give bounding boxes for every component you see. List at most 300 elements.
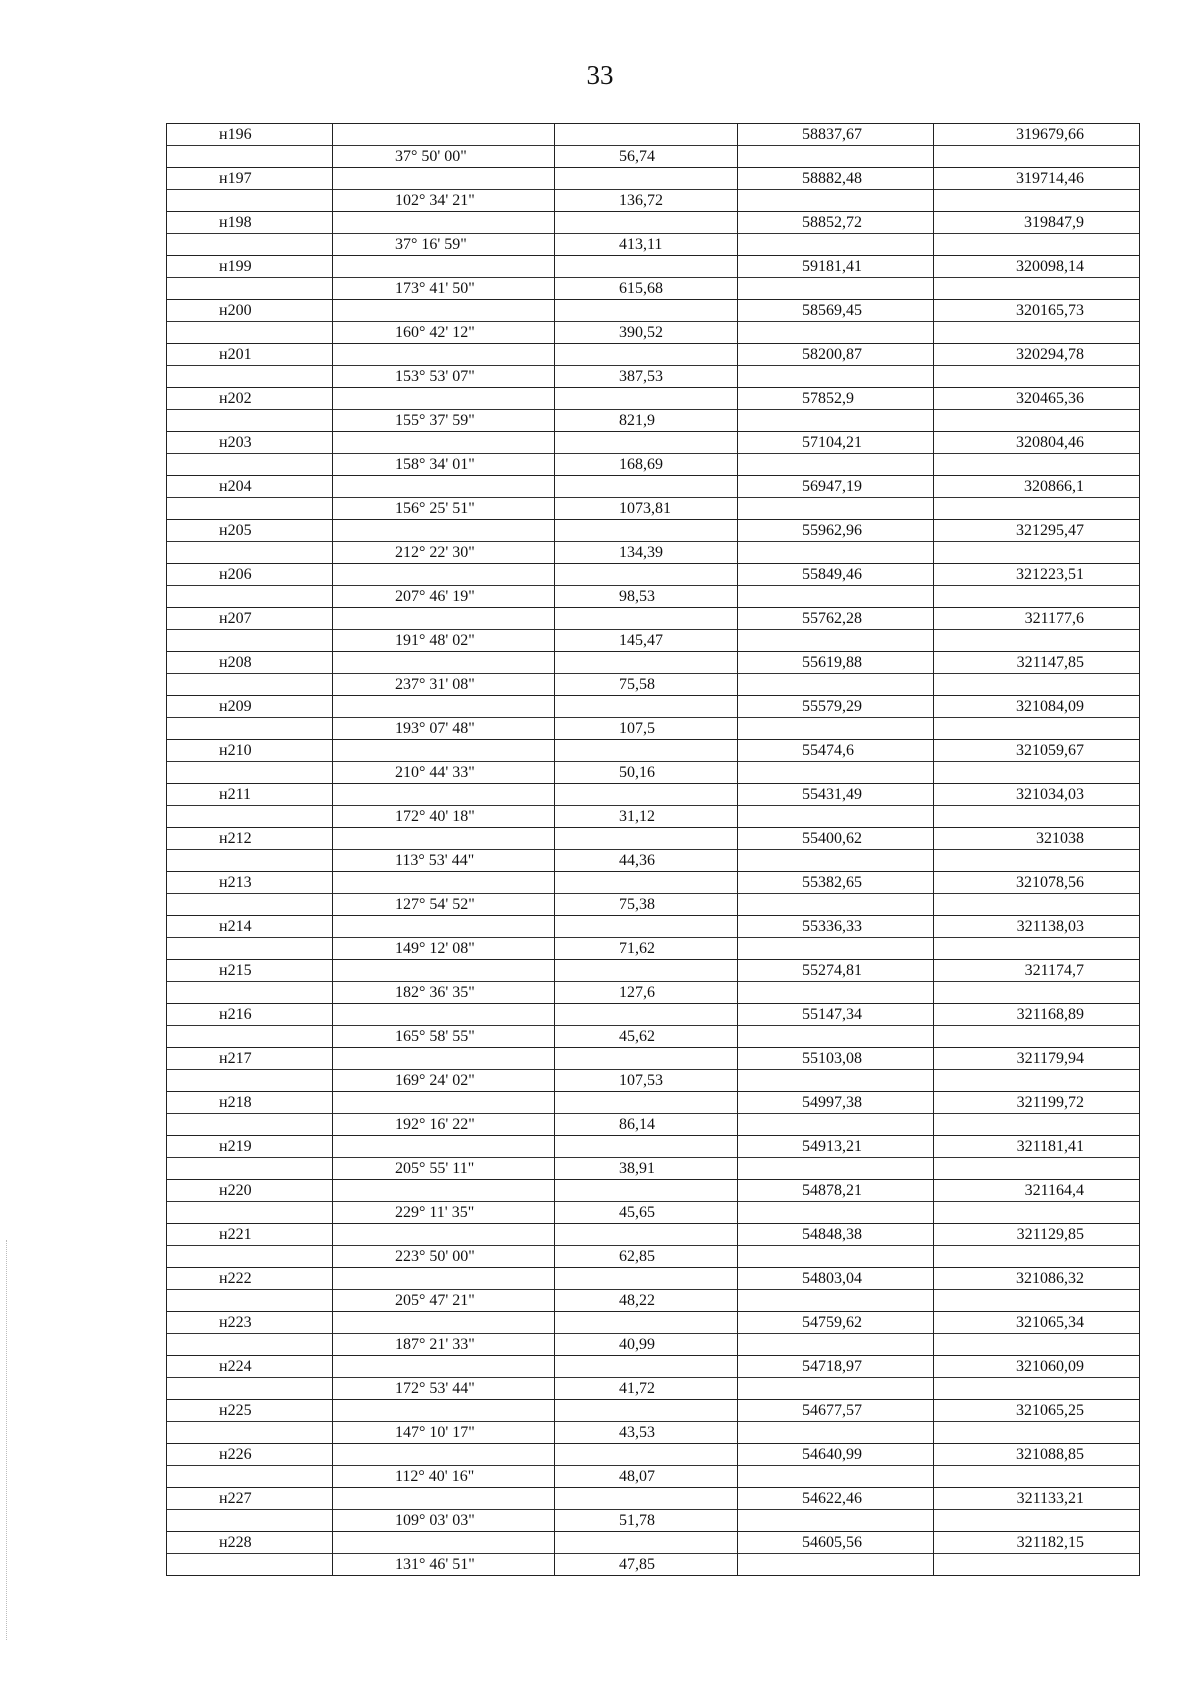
point-name-cell: н207 [167,608,333,630]
empty-cell [738,190,934,212]
empty-cell [333,916,555,938]
empty-cell [167,1334,333,1356]
x-coordinate-cell: 55762,28 [738,608,934,630]
segment-row [167,1422,1140,1444]
x-coordinate-cell: 55474,6 [738,740,934,762]
empty-cell [167,1114,333,1136]
distance-cell: 51,78 [555,1510,738,1532]
empty-cell [738,1290,934,1312]
empty-cell [555,432,738,454]
empty-cell [555,1312,738,1334]
empty-cell [738,1554,934,1576]
segment-row [167,190,1140,212]
x-coordinate-cell: 55431,49 [738,784,934,806]
point-row [167,1048,1140,1070]
segment-row [167,1466,1140,1488]
y-coordinate-cell: 321086,32 [934,1268,1140,1290]
x-coordinate-cell: 58852,72 [738,212,934,234]
segment-row [167,1026,1140,1048]
x-coordinate-cell: 54913,21 [738,1136,934,1158]
point-name-cell: н202 [167,388,333,410]
coordinates-table [166,123,1140,1576]
point-row [167,784,1140,806]
empty-cell [333,1268,555,1290]
empty-cell [738,938,934,960]
x-coordinate-cell: 54759,62 [738,1312,934,1334]
distance-cell: 43,53 [555,1422,738,1444]
empty-cell [333,1092,555,1114]
distance-cell: 107,53 [555,1070,738,1092]
point-row [167,652,1140,674]
empty-cell [738,762,934,784]
point-name-cell: н222 [167,1268,333,1290]
empty-cell [738,1510,934,1532]
x-coordinate-cell: 55400,62 [738,828,934,850]
empty-cell [934,234,1140,256]
empty-cell [934,190,1140,212]
empty-cell [167,1466,333,1488]
empty-cell [333,652,555,674]
y-coordinate-cell: 321078,56 [934,872,1140,894]
segment-row [167,1246,1140,1268]
bearing-angle-cell: 169° 24' 02" [333,1070,555,1092]
segment-row [167,762,1140,784]
point-row [167,740,1140,762]
point-row [167,1092,1140,1114]
x-coordinate-cell: 54803,04 [738,1268,934,1290]
bearing-angle-cell: 147° 10' 17" [333,1422,555,1444]
x-coordinate-cell: 55274,81 [738,960,934,982]
empty-cell [555,872,738,894]
empty-cell [333,740,555,762]
empty-cell [333,564,555,586]
point-row [167,256,1140,278]
empty-cell [333,520,555,542]
distance-cell: 45,65 [555,1202,738,1224]
bearing-angle-cell: 229° 11' 35" [333,1202,555,1224]
y-coordinate-cell: 320465,36 [934,388,1140,410]
empty-cell [738,1378,934,1400]
bearing-angle-cell: 153° 53' 07" [333,366,555,388]
bearing-angle-cell: 156° 25' 51" [333,498,555,520]
empty-cell [738,1466,934,1488]
empty-cell [738,234,934,256]
point-row [167,124,1140,146]
empty-cell [934,498,1140,520]
segment-row [167,1070,1140,1092]
y-coordinate-cell: 320098,14 [934,256,1140,278]
bearing-angle-cell: 237° 31' 08" [333,674,555,696]
bearing-angle-cell: 207° 46' 19" [333,586,555,608]
distance-cell: 75,38 [555,894,738,916]
y-coordinate-cell: 319714,46 [934,168,1140,190]
empty-cell [167,1026,333,1048]
empty-cell [934,322,1140,344]
empty-cell [167,1554,333,1576]
point-row [167,212,1140,234]
empty-cell [333,1180,555,1202]
x-coordinate-cell: 58200,87 [738,344,934,366]
x-coordinate-cell: 59181,41 [738,256,934,278]
empty-cell [167,630,333,652]
empty-cell [333,1356,555,1378]
y-coordinate-cell: 320165,73 [934,300,1140,322]
empty-cell [934,1510,1140,1532]
point-row [167,1224,1140,1246]
empty-cell [167,850,333,872]
bearing-angle-cell: 205° 55' 11" [333,1158,555,1180]
segment-row [167,454,1140,476]
bearing-angle-cell: 37° 50' 00" [333,146,555,168]
empty-cell [333,300,555,322]
empty-cell [934,674,1140,696]
y-coordinate-cell: 321181,41 [934,1136,1140,1158]
point-name-cell: н209 [167,696,333,718]
point-row [167,1400,1140,1422]
empty-cell [738,278,934,300]
point-name-cell: н211 [167,784,333,806]
x-coordinate-cell: 54848,38 [738,1224,934,1246]
empty-cell [555,168,738,190]
y-coordinate-cell: 321182,15 [934,1532,1140,1554]
empty-cell [934,454,1140,476]
empty-cell [738,366,934,388]
point-name-cell: н221 [167,1224,333,1246]
empty-cell [738,1422,934,1444]
y-coordinate-cell: 321174,7 [934,960,1140,982]
y-coordinate-cell: 321084,09 [934,696,1140,718]
y-coordinate-cell: 321295,47 [934,520,1140,542]
point-name-cell: н228 [167,1532,333,1554]
point-name-cell: н208 [167,652,333,674]
point-name-cell: н197 [167,168,333,190]
empty-cell [167,366,333,388]
point-row [167,300,1140,322]
empty-cell [555,828,738,850]
empty-cell [934,1246,1140,1268]
empty-cell [333,1004,555,1026]
empty-cell [934,1378,1140,1400]
segment-row [167,674,1140,696]
empty-cell [333,872,555,894]
x-coordinate-cell: 58837,67 [738,124,934,146]
y-coordinate-cell: 319679,66 [934,124,1140,146]
bearing-angle-cell: 165° 58' 55" [333,1026,555,1048]
empty-cell [333,1444,555,1466]
x-coordinate-cell: 55336,33 [738,916,934,938]
empty-cell [333,1532,555,1554]
empty-cell [934,850,1140,872]
distance-cell: 41,72 [555,1378,738,1400]
empty-cell [934,146,1140,168]
point-row [167,696,1140,718]
empty-cell [738,1070,934,1092]
empty-cell [167,278,333,300]
bearing-angle-cell: 205° 47' 21" [333,1290,555,1312]
empty-cell [167,1246,333,1268]
empty-cell [934,1334,1140,1356]
distance-cell: 107,5 [555,718,738,740]
bearing-angle-cell: 212° 22' 30" [333,542,555,564]
point-name-cell: н216 [167,1004,333,1026]
empty-cell [333,168,555,190]
y-coordinate-cell: 321129,85 [934,1224,1140,1246]
empty-cell [934,1466,1140,1488]
empty-cell [934,1114,1140,1136]
empty-cell [167,1158,333,1180]
distance-cell: 1073,81 [555,498,738,520]
y-coordinate-cell: 321147,85 [934,652,1140,674]
point-name-cell: н226 [167,1444,333,1466]
x-coordinate-cell: 55849,46 [738,564,934,586]
segment-row [167,278,1140,300]
distance-cell: 168,69 [555,454,738,476]
point-row [167,564,1140,586]
distance-cell: 48,07 [555,1466,738,1488]
distance-cell: 615,68 [555,278,738,300]
point-name-cell: н196 [167,124,333,146]
point-row [167,344,1140,366]
point-row [167,872,1140,894]
point-name-cell: н215 [167,960,333,982]
y-coordinate-cell: 321060,09 [934,1356,1140,1378]
point-row [167,1136,1140,1158]
empty-cell [555,784,738,806]
empty-cell [738,1202,934,1224]
distance-cell: 387,53 [555,366,738,388]
segment-row [167,146,1140,168]
x-coordinate-cell: 58569,45 [738,300,934,322]
empty-cell [555,476,738,498]
segment-row [167,498,1140,520]
point-row [167,520,1140,542]
empty-cell [333,828,555,850]
bearing-angle-cell: 131° 46' 51" [333,1554,555,1576]
point-row [167,960,1140,982]
x-coordinate-cell: 58882,48 [738,168,934,190]
bearing-angle-cell: 172° 40' 18" [333,806,555,828]
empty-cell [934,1202,1140,1224]
empty-cell [738,630,934,652]
bearing-angle-cell: 158° 34' 01" [333,454,555,476]
empty-cell [738,454,934,476]
distance-cell: 56,74 [555,146,738,168]
empty-cell [555,300,738,322]
empty-cell [738,146,934,168]
segment-row [167,718,1140,740]
x-coordinate-cell: 54878,21 [738,1180,934,1202]
empty-cell [167,146,333,168]
empty-cell [333,432,555,454]
point-row [167,1268,1140,1290]
point-name-cell: н213 [167,872,333,894]
x-coordinate-cell: 54622,46 [738,1488,934,1510]
point-row [167,388,1140,410]
x-coordinate-cell: 54605,56 [738,1532,934,1554]
empty-cell [333,1312,555,1334]
point-name-cell: н205 [167,520,333,542]
empty-cell [555,520,738,542]
y-coordinate-cell: 321177,6 [934,608,1140,630]
empty-cell [555,652,738,674]
bearing-angle-cell: 223° 50' 00" [333,1246,555,1268]
empty-cell [333,1400,555,1422]
empty-cell [333,1488,555,1510]
empty-cell [555,564,738,586]
empty-cell [167,718,333,740]
bearing-angle-cell: 191° 48' 02" [333,630,555,652]
distance-cell: 31,12 [555,806,738,828]
y-coordinate-cell: 321168,89 [934,1004,1140,1026]
point-row [167,828,1140,850]
distance-cell: 821,9 [555,410,738,432]
empty-cell [555,1356,738,1378]
empty-cell [333,344,555,366]
segment-row [167,850,1140,872]
segment-row [167,1158,1140,1180]
empty-cell [738,1158,934,1180]
point-name-cell: н200 [167,300,333,322]
empty-cell [555,124,738,146]
scan-edge-marks [6,1240,9,1640]
empty-cell [934,982,1140,1004]
empty-cell [167,806,333,828]
empty-cell [167,586,333,608]
empty-cell [555,1180,738,1202]
bearing-angle-cell: 109° 03' 03" [333,1510,555,1532]
empty-cell [934,1158,1140,1180]
distance-cell: 44,36 [555,850,738,872]
empty-cell [738,410,934,432]
distance-cell: 38,91 [555,1158,738,1180]
empty-cell [167,938,333,960]
empty-cell [333,388,555,410]
empty-cell [738,322,934,344]
empty-cell [934,894,1140,916]
empty-cell [167,674,333,696]
distance-cell: 145,47 [555,630,738,652]
distance-cell: 71,62 [555,938,738,960]
x-coordinate-cell: 55147,34 [738,1004,934,1026]
distance-cell: 134,39 [555,542,738,564]
empty-cell [333,960,555,982]
y-coordinate-cell: 321138,03 [934,916,1140,938]
empty-cell [167,498,333,520]
empty-cell [934,542,1140,564]
segment-row [167,894,1140,916]
empty-cell [167,234,333,256]
point-name-cell: н198 [167,212,333,234]
segment-row [167,234,1140,256]
x-coordinate-cell: 55962,96 [738,520,934,542]
bearing-angle-cell: 192° 16' 22" [333,1114,555,1136]
point-name-cell: н224 [167,1356,333,1378]
empty-cell [738,1334,934,1356]
x-coordinate-cell: 54640,99 [738,1444,934,1466]
point-row [167,476,1140,498]
empty-cell [167,190,333,212]
empty-cell [934,1290,1140,1312]
empty-cell [738,718,934,740]
y-coordinate-cell: 320294,78 [934,344,1140,366]
distance-cell: 75,58 [555,674,738,696]
point-row [167,1004,1140,1026]
bearing-angle-cell: 155° 37' 59" [333,410,555,432]
empty-cell [167,1070,333,1092]
segment-row [167,366,1140,388]
empty-cell [934,410,1140,432]
point-row [167,432,1140,454]
y-coordinate-cell: 321133,21 [934,1488,1140,1510]
empty-cell [333,608,555,630]
empty-cell [333,1224,555,1246]
empty-cell [738,894,934,916]
empty-cell [555,608,738,630]
empty-cell [167,1510,333,1532]
distance-cell: 98,53 [555,586,738,608]
point-row [167,1488,1140,1510]
bearing-angle-cell: 193° 07' 48" [333,718,555,740]
empty-cell [555,740,738,762]
bearing-angle-cell: 160° 42' 12" [333,322,555,344]
segment-row [167,1378,1140,1400]
empty-cell [167,1202,333,1224]
distance-cell: 127,6 [555,982,738,1004]
point-row [167,1356,1140,1378]
empty-cell [167,454,333,476]
empty-cell [333,1136,555,1158]
empty-cell [555,1400,738,1422]
distance-cell: 62,85 [555,1246,738,1268]
y-coordinate-cell: 321088,85 [934,1444,1140,1466]
segment-row [167,1114,1140,1136]
empty-cell [555,256,738,278]
empty-cell [555,212,738,234]
empty-cell [167,322,333,344]
distance-cell: 390,52 [555,322,738,344]
segment-row [167,1290,1140,1312]
empty-cell [167,894,333,916]
empty-cell [934,1070,1140,1092]
segment-row [167,1334,1140,1356]
segment-row [167,982,1140,1004]
empty-cell [934,762,1140,784]
y-coordinate-cell: 321038 [934,828,1140,850]
page-number: 33 [586,60,614,90]
empty-cell [738,982,934,1004]
x-coordinate-cell: 57104,21 [738,432,934,454]
distance-cell: 50,16 [555,762,738,784]
empty-cell [934,718,1140,740]
distance-cell: 45,62 [555,1026,738,1048]
distance-cell: 136,72 [555,190,738,212]
empty-cell [738,674,934,696]
x-coordinate-cell: 55619,88 [738,652,934,674]
empty-cell [167,1290,333,1312]
empty-cell [333,476,555,498]
distance-cell: 86,14 [555,1114,738,1136]
y-coordinate-cell: 321179,94 [934,1048,1140,1070]
x-coordinate-cell: 54997,38 [738,1092,934,1114]
point-name-cell: н218 [167,1092,333,1114]
y-coordinate-cell: 320866,1 [934,476,1140,498]
empty-cell [167,410,333,432]
y-coordinate-cell: 319847,9 [934,212,1140,234]
empty-cell [555,1136,738,1158]
point-row [167,1180,1140,1202]
distance-cell: 48,22 [555,1290,738,1312]
empty-cell [934,938,1140,960]
